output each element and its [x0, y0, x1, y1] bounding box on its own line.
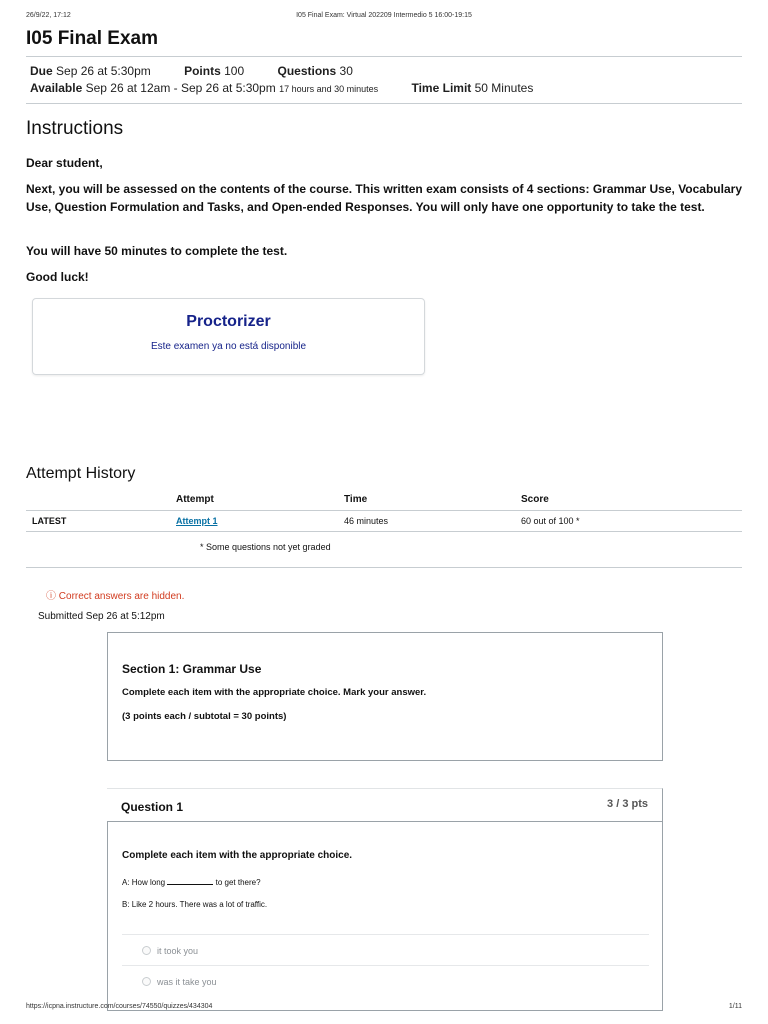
quiz-meta-row-2 — [30, 81, 533, 95]
attempt-1-link[interactable]: Attempt 1 — [176, 516, 218, 526]
question-1-title: Question 1 — [121, 800, 184, 814]
print-page-number: 1/11 — [728, 1003, 742, 1010]
question-1-line-b: B: Like 2 hours. There was a lot of traffic. — [122, 900, 268, 909]
line-a-after: to get there? — [215, 878, 261, 887]
proctorizer-title: Proctorizer — [186, 313, 271, 330]
table-divider — [26, 510, 742, 511]
print-footer — [26, 1003, 742, 1015]
question-1-card — [107, 788, 663, 1008]
quiz-meta-row-1 — [30, 64, 353, 78]
column-header-attempt: Attempt — [176, 494, 214, 505]
attempt-footnote: * Some questions not yet graded — [200, 542, 331, 552]
print-url: https://icpna.instructure.com/courses/74550/quizzes/434304 — [26, 1003, 213, 1010]
hidden-note-text: Correct answers are hidden. — [58, 591, 185, 602]
instructions-paragraph: Next, you will be assessed on the contents of the course. This written exam consists of 4 sections: Grammar Use, Vocabulary Use, Question Formulation and Tasks, and Open-ended Responses. You will only have one opportunity to take the test. — [26, 182, 742, 214]
page-title: I05 Final Exam — [26, 28, 159, 49]
due-value: Sep 26 at 5:30pm — [56, 64, 151, 78]
correct-answers-hidden-note — [46, 587, 184, 602]
attempt-history-heading: Attempt History — [26, 465, 136, 482]
proctorizer-message: Este examen ya no está disponible — [150, 341, 307, 352]
answer-blank — [167, 877, 213, 885]
available-value: Sep 26 at 12am - Sep 26 at 5:30pm — [85, 81, 276, 95]
line-a-before: A: How long — [122, 878, 166, 887]
instructions-heading: Instructions — [26, 118, 124, 139]
section-1-points: (3 points each / subtotal = 30 points) — [122, 711, 287, 722]
info-circle-icon: ⓘ — [46, 591, 56, 602]
instructions-time-note: You will have 50 minutes to complete the test. — [26, 244, 288, 258]
questions-value: 30 — [339, 64, 353, 78]
submitted-timestamp: Submitted Sep 26 at 5:12pm — [38, 611, 165, 622]
attempt-score: 60 out of 100 * — [521, 516, 580, 526]
radio-button[interactable] — [142, 977, 151, 986]
instructions-closing: Good luck! — [26, 270, 89, 284]
available-duration: 17 hours and 30 minutes — [279, 84, 379, 94]
print-header — [26, 12, 742, 24]
questions-label: Questions — [277, 64, 337, 78]
section-1-title: Section 1: Grammar Use — [122, 662, 262, 676]
divider — [26, 567, 742, 568]
question-1-body — [107, 821, 663, 1011]
table-divider — [26, 531, 742, 532]
divider — [26, 103, 742, 104]
answer-option-label: it took you — [157, 946, 199, 956]
attempt-time: 46 minutes — [344, 516, 389, 526]
question-1-header — [107, 788, 663, 822]
radio-button[interactable] — [142, 946, 151, 955]
points-label: Points — [184, 64, 221, 78]
proctorizer-panel — [32, 298, 425, 375]
print-doc-title: I05 Final Exam: Virtual 202209 Intermedio 5 16:00-19:15 — [296, 12, 472, 19]
time-limit-label: Time Limit — [411, 81, 472, 95]
instructions-greeting: Dear student, — [26, 156, 103, 170]
print-date: 26/9/22, 17:12 — [26, 12, 71, 19]
answer-option-label: was it take you — [157, 977, 217, 987]
attempt-row-label: LATEST — [32, 516, 67, 526]
available-label: Available — [30, 81, 83, 95]
column-header-time: Time — [344, 494, 368, 505]
points-value: 100 — [224, 64, 245, 78]
answer-option[interactable] — [122, 934, 649, 965]
answer-option[interactable] — [122, 965, 649, 996]
question-1-points: 3 / 3 pts — [607, 798, 648, 810]
question-1-line-a — [122, 877, 261, 887]
section-1-card — [107, 632, 663, 761]
due-label: Due — [30, 64, 53, 78]
divider — [26, 56, 742, 57]
time-limit-value: 50 Minutes — [474, 81, 534, 95]
question-1-prompt: Complete each item with the appropriate choice. — [122, 850, 353, 861]
column-header-score: Score — [521, 494, 549, 505]
section-1-instruction: Complete each item with the appropriate choice. Mark your answer. — [122, 687, 427, 698]
